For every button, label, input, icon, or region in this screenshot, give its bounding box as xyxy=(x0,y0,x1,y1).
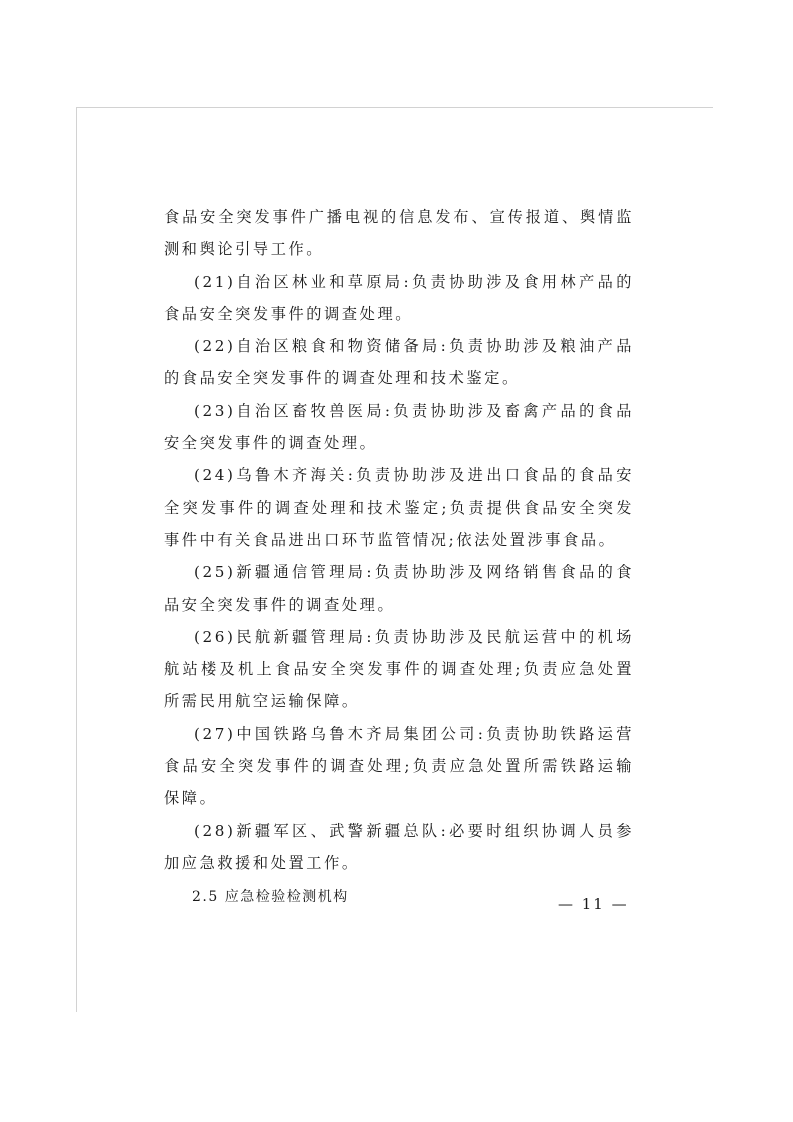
section-heading: 2.5 应急检验检测机构 xyxy=(192,889,349,906)
paragraph-item-22: (22)自治区粮食和物资储备局:负责协助涉及粮油产品的食品安全突发事件的调查处理和技术鉴定。 xyxy=(164,337,634,388)
document-body xyxy=(164,201,634,909)
paragraph-item-28: (28)新疆军区、武警新疆总队:必要时组织协调人员参加应急救援和处置工作。 xyxy=(164,821,634,872)
page-border-top xyxy=(76,107,713,108)
page-border-left xyxy=(76,107,77,1012)
paragraph-item-23: (23)自治区畜牧兽医局:负责协助涉及畜禽产品的食品安全突发事件的调查处理。 xyxy=(164,401,634,453)
paragraph-item-27: (27)中国铁路乌鲁木齐局集团公司:负责协助铁路运营食品安全突发事件的调查处理;负责应急处置所需铁路运输保障。 xyxy=(164,724,634,808)
paragraph-item-26: (26)民航新疆管理局:负责协助涉及民航运营中的机场航站楼及机上食品安全突发事件的调查处理;负责应急处置所需民用航空运输保障。 xyxy=(164,627,634,711)
paragraph-item-21: (21)自治区林业和草原局:负责协助涉及食用林产品的食品安全突发事件的调查处理。 xyxy=(164,272,634,323)
paragraph-continued: 食品安全突发事件广播电视的信息发布、宣传报道、舆情监测和舆论引导工作。 xyxy=(164,208,634,259)
page-number: — 11 — xyxy=(558,895,629,913)
paragraph-item-25: (25)新疆通信管理局:负责协助涉及网络销售食品的食品安全突发事件的调查处理。 xyxy=(164,563,634,614)
paragraph-item-24: (24)乌鲁木齐海关:负责协助涉及进出口食品的食品安全突发事件的调查处理和技术鉴定;负责提供食品安全突发事件中有关食品进出口环节监管情况;依法处置涉事食品。 xyxy=(164,466,634,549)
